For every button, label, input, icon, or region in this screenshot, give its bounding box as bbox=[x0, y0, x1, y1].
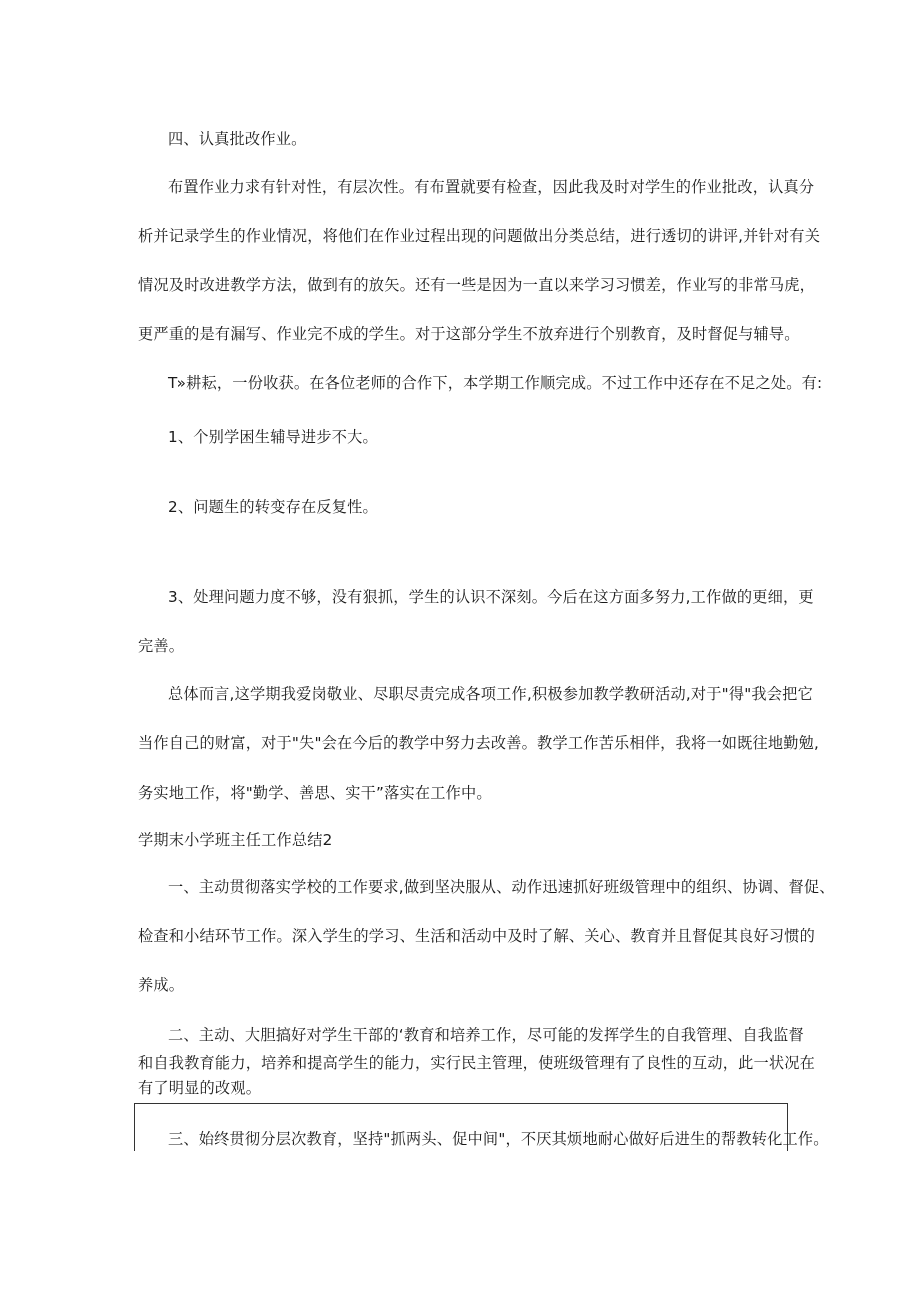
paragraph-line: T»耕耘，一份收获。在各位老师的合作下，本学期工作顺完成。不过工作中还存在不足之处。有: bbox=[168, 374, 823, 392]
paragraph-line: 当作自己的财富，对于"失"会在今后的教学中努力去改善。教学工作苦乐相伴，我将一如既往地勤勉, bbox=[138, 734, 820, 752]
paragraph-line: 一、主动贯彻落实学校的工作要求,做到坚决服从、动作迅速抓好班级管理中的组织、协调、督促、 bbox=[168, 878, 835, 896]
paragraph-line: 完善。 bbox=[138, 637, 185, 655]
paragraph-line: 有了明显的改观。 bbox=[138, 1079, 262, 1097]
paragraph-line: 和自我教育能力，培养和提高学生的能力，实行民主管理，使班级管理有了良性的互动，此一状况在 bbox=[138, 1054, 816, 1072]
list-item: 3、处理问题力度不够，没有狠抓，学生的认识不深刻。今后在这方面多努力,工作做的更细，更 bbox=[168, 588, 814, 606]
paragraph-line: 务实地工作，将"勤学、善思、实干”落实在工作中。 bbox=[138, 784, 492, 802]
boxed-paragraph-line: 三、始终贯彻分层次教育，坚持"抓两头、促中间"，不厌其烦地耐心做好后进生的帮教转化工作。 bbox=[168, 1130, 829, 1148]
paragraph-line: 检查和小结环节工作。深入学生的学习、生活和活动中及时了解、关心、教育并且督促其良好习惯的 bbox=[138, 927, 816, 945]
section-heading-four: 四、认真批改作业。 bbox=[168, 130, 307, 148]
paragraph-line: 二、主动、大胆搞好对学生干部的‘教育和培养工作，尽可能的发挥学生的自我管理、自我监督 bbox=[168, 1026, 804, 1044]
paragraph-line: 养成。 bbox=[138, 976, 185, 994]
paragraph-line: 总体而言,这学期我爱岗敬业、尽职尽责完成各项工作,积极参加教学教研活动,对于"得"我会把它 bbox=[168, 685, 813, 703]
paragraph-line: 析并记录学生的作业情况，将他们在作业过程出现的问题做出分类总结，进行透切的讲评,并针对有关 bbox=[138, 227, 821, 245]
paragraph-line: 情况及时改进教学方法，做到有的放矢。还有一些是因为一直以来学习习惯差，作业写的非常马虎， bbox=[138, 276, 816, 294]
box-border-top bbox=[134, 1103, 788, 1104]
paragraph-line: 布置作业力求有针对性，有层次性。有布置就要有检查，因此我及时对学生的作业批改，认真分 bbox=[168, 178, 815, 196]
section-title: 学期末小学班主任工作总结2 bbox=[138, 831, 333, 849]
list-item: 2、问题生的转变存在反复性。 bbox=[168, 498, 378, 516]
list-item: 1、个别学困生辅导进步不大。 bbox=[168, 428, 378, 446]
paragraph-line: 更严重的是有漏写、作业完不成的学生。对于这部分学生不放弃进行个别教育，及时督促与辅导。 bbox=[138, 325, 800, 343]
box-border-left bbox=[134, 1103, 135, 1151]
